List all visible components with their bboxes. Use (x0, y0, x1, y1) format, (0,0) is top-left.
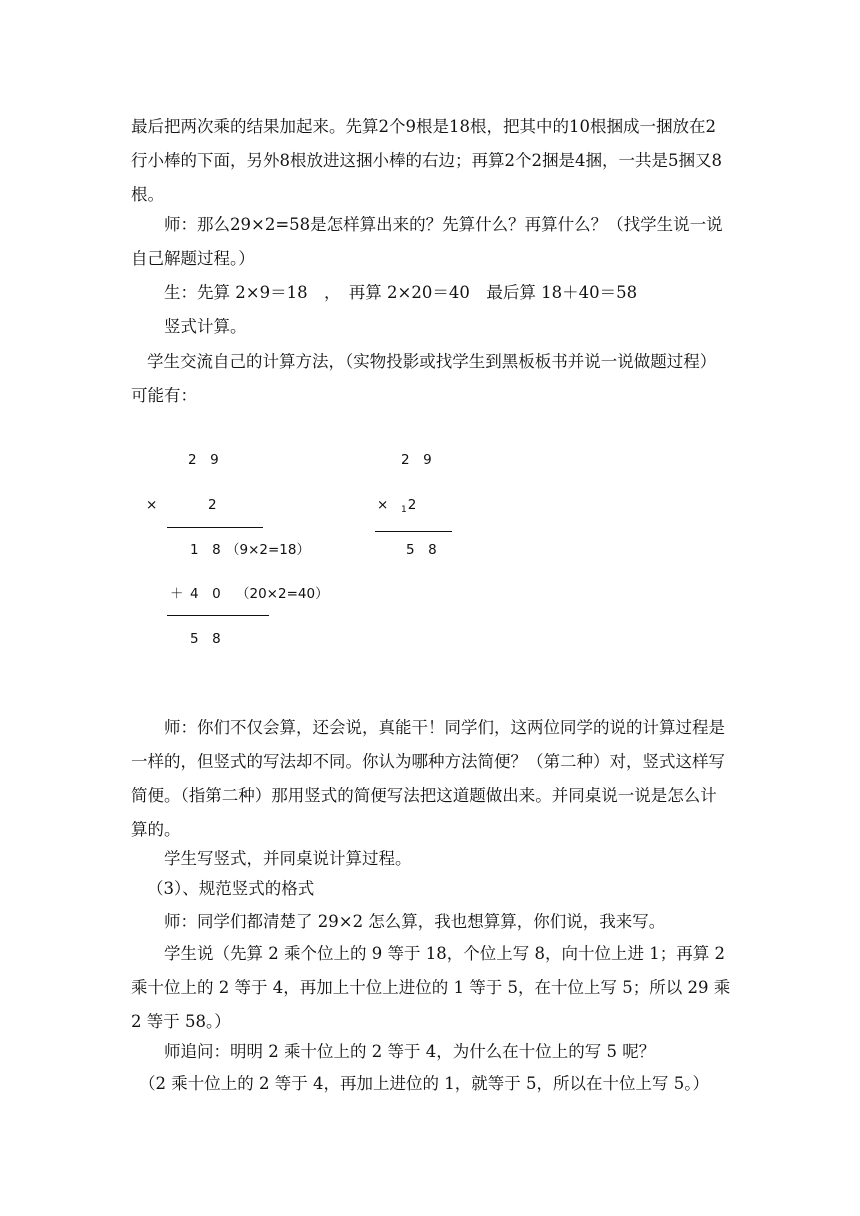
paragraph-vertical-calc: 竖式计算。 (164, 317, 247, 336)
calc1-line-1 (167, 527, 263, 528)
paragraph-student-write: 学生写竖式，并同桌说计算过程。 (164, 849, 412, 868)
section-heading-format: （3）、规范竖式的格式 (147, 879, 315, 898)
paragraph-teacher-followup: 师追问：明明 2 乘十位上的 2 等于 4，为什么在十位上的写 5 呢？ (164, 1042, 656, 1061)
paragraph-answer-followup: （2 乘十位上的 2 等于 4，再加上进位的 1，就等于 5，所以在十位上写 5。） (139, 1074, 709, 1093)
calc1-top-number: 2 9 (188, 452, 219, 468)
calc1-multiplier: 2 (208, 497, 217, 513)
paragraph-student-explain: 学生说（先算 2 乘个位上的 9 等于 18，个位上写 8，向十位上进 1；再算 2 乘十位上的 2 等于 4，再加上十位上进位的 1 等于 5，在十位上写 5；所以 29 乘 2 等于 58。） (131, 944, 731, 1031)
calc1-plus-sign: ＋ (170, 586, 184, 602)
calc2-carry-digit: 1 (401, 505, 407, 515)
paragraph-stick-explanation: 最后把两次乘的结果加起来。先算2个9根是18根，把其中的10根捆成一捆放在2行小棒的下面，另外8根放进这捆小棒的右边；再算2个2捆是4捆，一共是5捆又8根。 (131, 117, 722, 204)
calc1-line-2 (167, 615, 269, 616)
calc1-result: 5 8 (190, 631, 221, 647)
paragraph-student-answer: 生：先算 2×9＝18 ， 再算 2×20＝40 最后算 18＋40＝58 (164, 283, 638, 302)
calc1-multiply-sign: × (146, 497, 158, 513)
calc2-multiply-sign: × (377, 497, 389, 513)
paragraph-teacher-praise: 师：你们不仅会算，还会说，真能干！同学们，这两位同学的说的计算过程是一样的，但竖式的写法却不同。你认为哪种方法简便？（第二种）对，竖式这样写简便。（指第二种）那用竖式的简便写法把这道题做出来。并同桌说一说是怎么计算的。 (131, 718, 725, 839)
calc2-multiplier: 2 (407, 497, 417, 513)
paragraph-teacher-write: 师：同学们都清楚了 29×2 怎么算，我也想算算，你们说，我来写。 (164, 912, 666, 931)
paragraph-student-exchange: 学生交流自己的计算方法，（实物投影或找学生到黑板板书并说一说做题过程）可能有： (131, 352, 717, 405)
calc2-multiplier-group (401, 495, 416, 517)
calc2-line (375, 531, 452, 532)
calc1-partial-2: 4 0 (190, 586, 221, 602)
paragraph-teacher-question: 师：那么29×2=58是怎样算出来的？先算什么？再算什么？（找学生说一说自己解题过程。） (131, 215, 723, 268)
calc1-partial-1: 1 8 (190, 542, 221, 558)
calc1-note-2: （20×2=40） (236, 586, 329, 602)
calc2-top-number: 2 9 (401, 452, 432, 468)
calc1-note-1: （9×2=18） (226, 542, 310, 558)
calc2-result: 5 8 (406, 542, 437, 558)
